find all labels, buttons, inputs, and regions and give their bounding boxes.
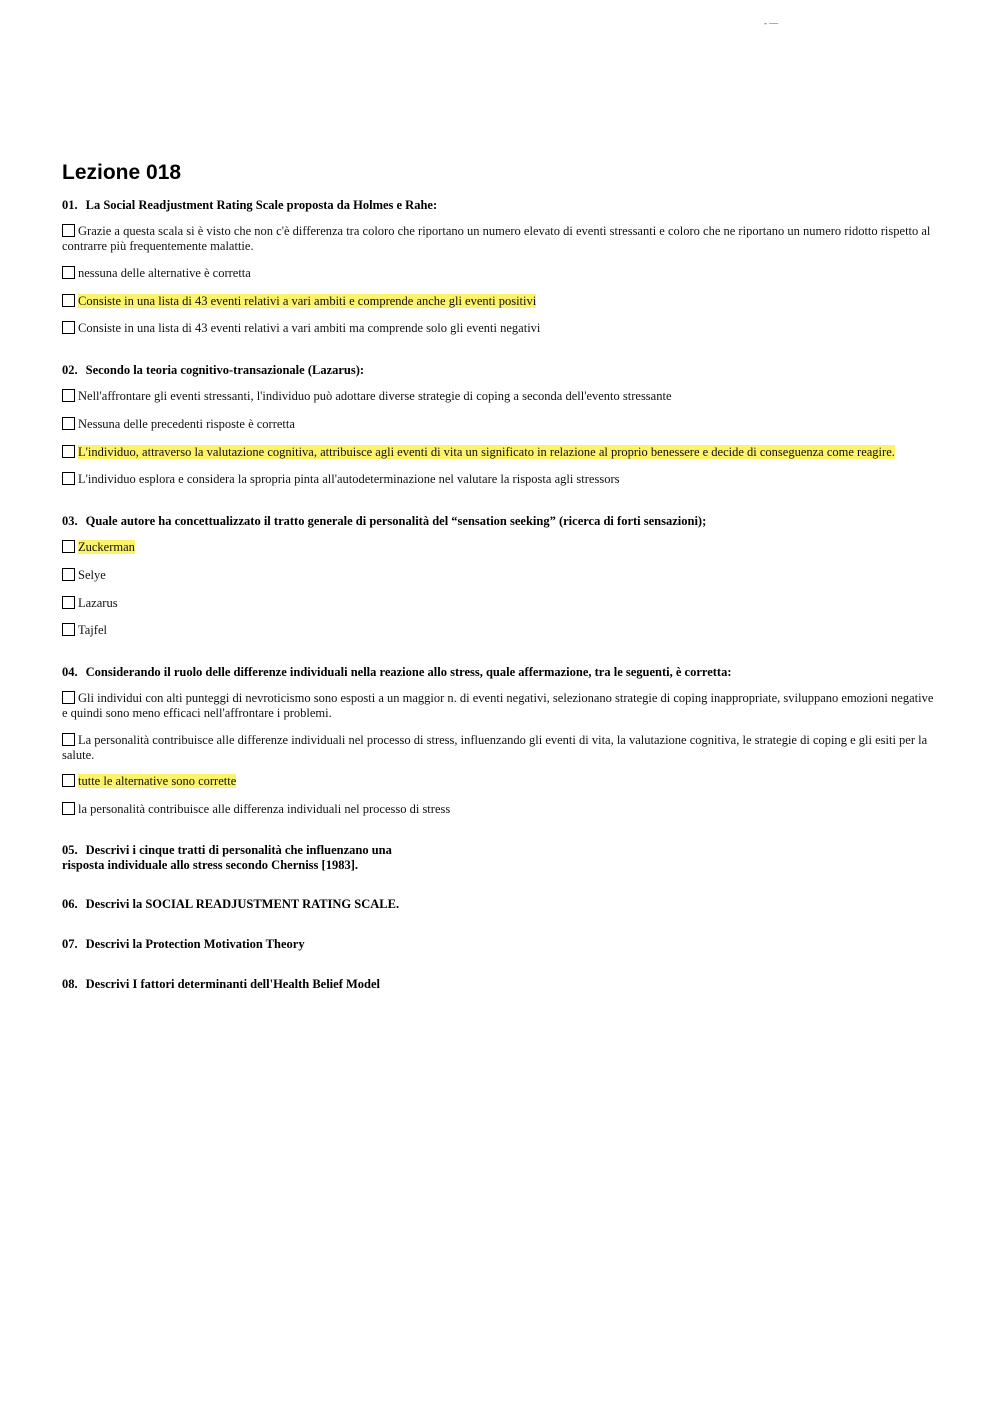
option-03-b <box>62 568 942 583</box>
option-text: Gli individui con alti punteggi di nevroticismo sono esposti a un maggior n. di eventi negativi, selezionano strategie di coping inappropriate, sviluppano emozioni negative e quindi sono meno efficaci nell'affrontare i problemi. <box>62 691 934 720</box>
question-01 <box>62 198 942 213</box>
question-number: 07. <box>62 937 78 951</box>
option-01-b <box>62 266 942 281</box>
question-text: Descrivi I fattori determinanti dell'Health Belief Model <box>85 977 381 991</box>
option-text: la personalità contribuisce alle differenza individuali nel processo di stress <box>78 802 451 816</box>
option-text: La personalità contribuisce alle differenze individuali nel processo di stress, influenzando gli eventi di vita, la valutazione cognitiva, le strategie di coping e gli esiti per la salute. <box>62 733 928 762</box>
question-02 <box>62 363 942 378</box>
option-text: Nell'affrontare gli eventi stressanti, l'individuo può adottare diverse strategie di coping a seconda dell'evento stressante <box>78 389 672 403</box>
question-text: Considerando il ruolo delle differenze individuali nella reazione allo stress, quale affermazione, tra le seguenti, è corretta: <box>85 665 732 679</box>
answer-checkbox[interactable] <box>62 417 75 430</box>
answer-checkbox[interactable] <box>62 733 75 746</box>
question-number: 08. <box>62 977 78 991</box>
answer-checkbox[interactable] <box>62 540 75 553</box>
question-08 <box>62 977 942 992</box>
question-text-line1: Descrivi i cinque tratti di personalità che influenzano una <box>85 843 392 857</box>
question-text: Descrivi la Protection Motivation Theory <box>85 937 305 951</box>
option-02-c <box>62 445 942 460</box>
option-text: Grazie a questa scala si è visto che non c'è differenza tra coloro che riportano un numero elevato di eventi stressanti e coloro che ne riportano un numero ridotto rispetto al contrarre più frequentemente malattie. <box>62 224 931 253</box>
question-05 <box>62 843 942 873</box>
question-text: Secondo la teoria cognitivo-transazionale (Lazarus): <box>85 363 365 377</box>
option-text: L'individuo esplora e considera la spropria pinta all'autodeterminazione nel valutare la risposta agli stressors <box>78 472 620 486</box>
question-06 <box>62 897 942 912</box>
option-04-d <box>62 802 942 817</box>
answer-checkbox[interactable] <box>62 294 75 307</box>
question-number: 02. <box>62 363 78 377</box>
question-number: 03. <box>62 514 78 528</box>
option-text: Nessuna delle precedenti risposte è corretta <box>78 417 295 431</box>
option-text: Selye <box>78 568 106 582</box>
highlighted-option-text: Consiste in una lista di 43 eventi relativi a vari ambiti e comprende anche gli eventi positivi <box>78 294 537 308</box>
answer-checkbox[interactable] <box>62 224 75 237</box>
option-01-c <box>62 294 942 309</box>
question-text: La Social Readjustment Rating Scale proposta da Holmes e Rahe: <box>85 198 438 212</box>
question-number: 05. <box>62 843 78 857</box>
option-text: Consiste in una lista di 43 eventi relativi a vari ambiti ma comprende solo gli eventi negativi <box>78 321 541 335</box>
answer-checkbox[interactable] <box>62 596 75 609</box>
answer-checkbox[interactable] <box>62 774 75 787</box>
option-01-a <box>62 224 942 254</box>
answer-checkbox[interactable] <box>62 802 75 815</box>
answer-checkbox[interactable] <box>62 445 75 458</box>
option-03-d <box>62 623 942 638</box>
option-text: nessuna delle alternative è corretta <box>78 266 251 280</box>
option-text: Lazarus <box>78 596 118 610</box>
question-number: 01. <box>62 198 78 212</box>
answer-checkbox[interactable] <box>62 472 75 485</box>
answer-checkbox[interactable] <box>62 568 75 581</box>
option-04-b <box>62 733 942 763</box>
answer-checkbox[interactable] <box>62 266 75 279</box>
option-04-c <box>62 774 942 789</box>
answer-checkbox[interactable] <box>62 691 75 704</box>
question-04 <box>62 665 942 680</box>
question-text: Descrivi la SOCIAL READJUSTMENT RATING SCALE. <box>85 897 400 911</box>
highlighted-option-text: Zuckerman <box>78 540 135 554</box>
question-number: 04. <box>62 665 78 679</box>
answer-checkbox[interactable] <box>62 389 75 402</box>
question-03 <box>62 514 942 529</box>
highlighted-option-text: tutte le alternative sono corrette <box>78 774 237 788</box>
option-03-c <box>62 596 942 611</box>
answer-checkbox[interactable] <box>62 623 75 636</box>
highlighted-option-text: L'individuo, attraverso la valutazione cognitiva, attribuisce agli eventi di vita un significato in relazione al proprio benessere e decide di conseguenza come reagire. <box>78 445 895 459</box>
header-mark: - — <box>764 18 779 28</box>
option-02-b <box>62 417 942 432</box>
lesson-title: Lezione 018 <box>62 161 182 184</box>
option-02-a <box>62 389 942 404</box>
option-01-d <box>62 321 942 336</box>
question-07 <box>62 937 942 952</box>
option-02-d <box>62 472 942 487</box>
question-text-line2: risposta individuale allo stress secondo Cherniss [1983]. <box>62 858 358 872</box>
question-number: 06. <box>62 897 78 911</box>
question-text: Quale autore ha concettualizzato il tratto generale di personalità del “sensation seeking” (ricerca di forti sensazioni); <box>85 514 707 528</box>
option-04-a <box>62 691 942 721</box>
option-text: Tajfel <box>78 623 107 637</box>
answer-checkbox[interactable] <box>62 321 75 334</box>
option-03-a <box>62 540 942 555</box>
